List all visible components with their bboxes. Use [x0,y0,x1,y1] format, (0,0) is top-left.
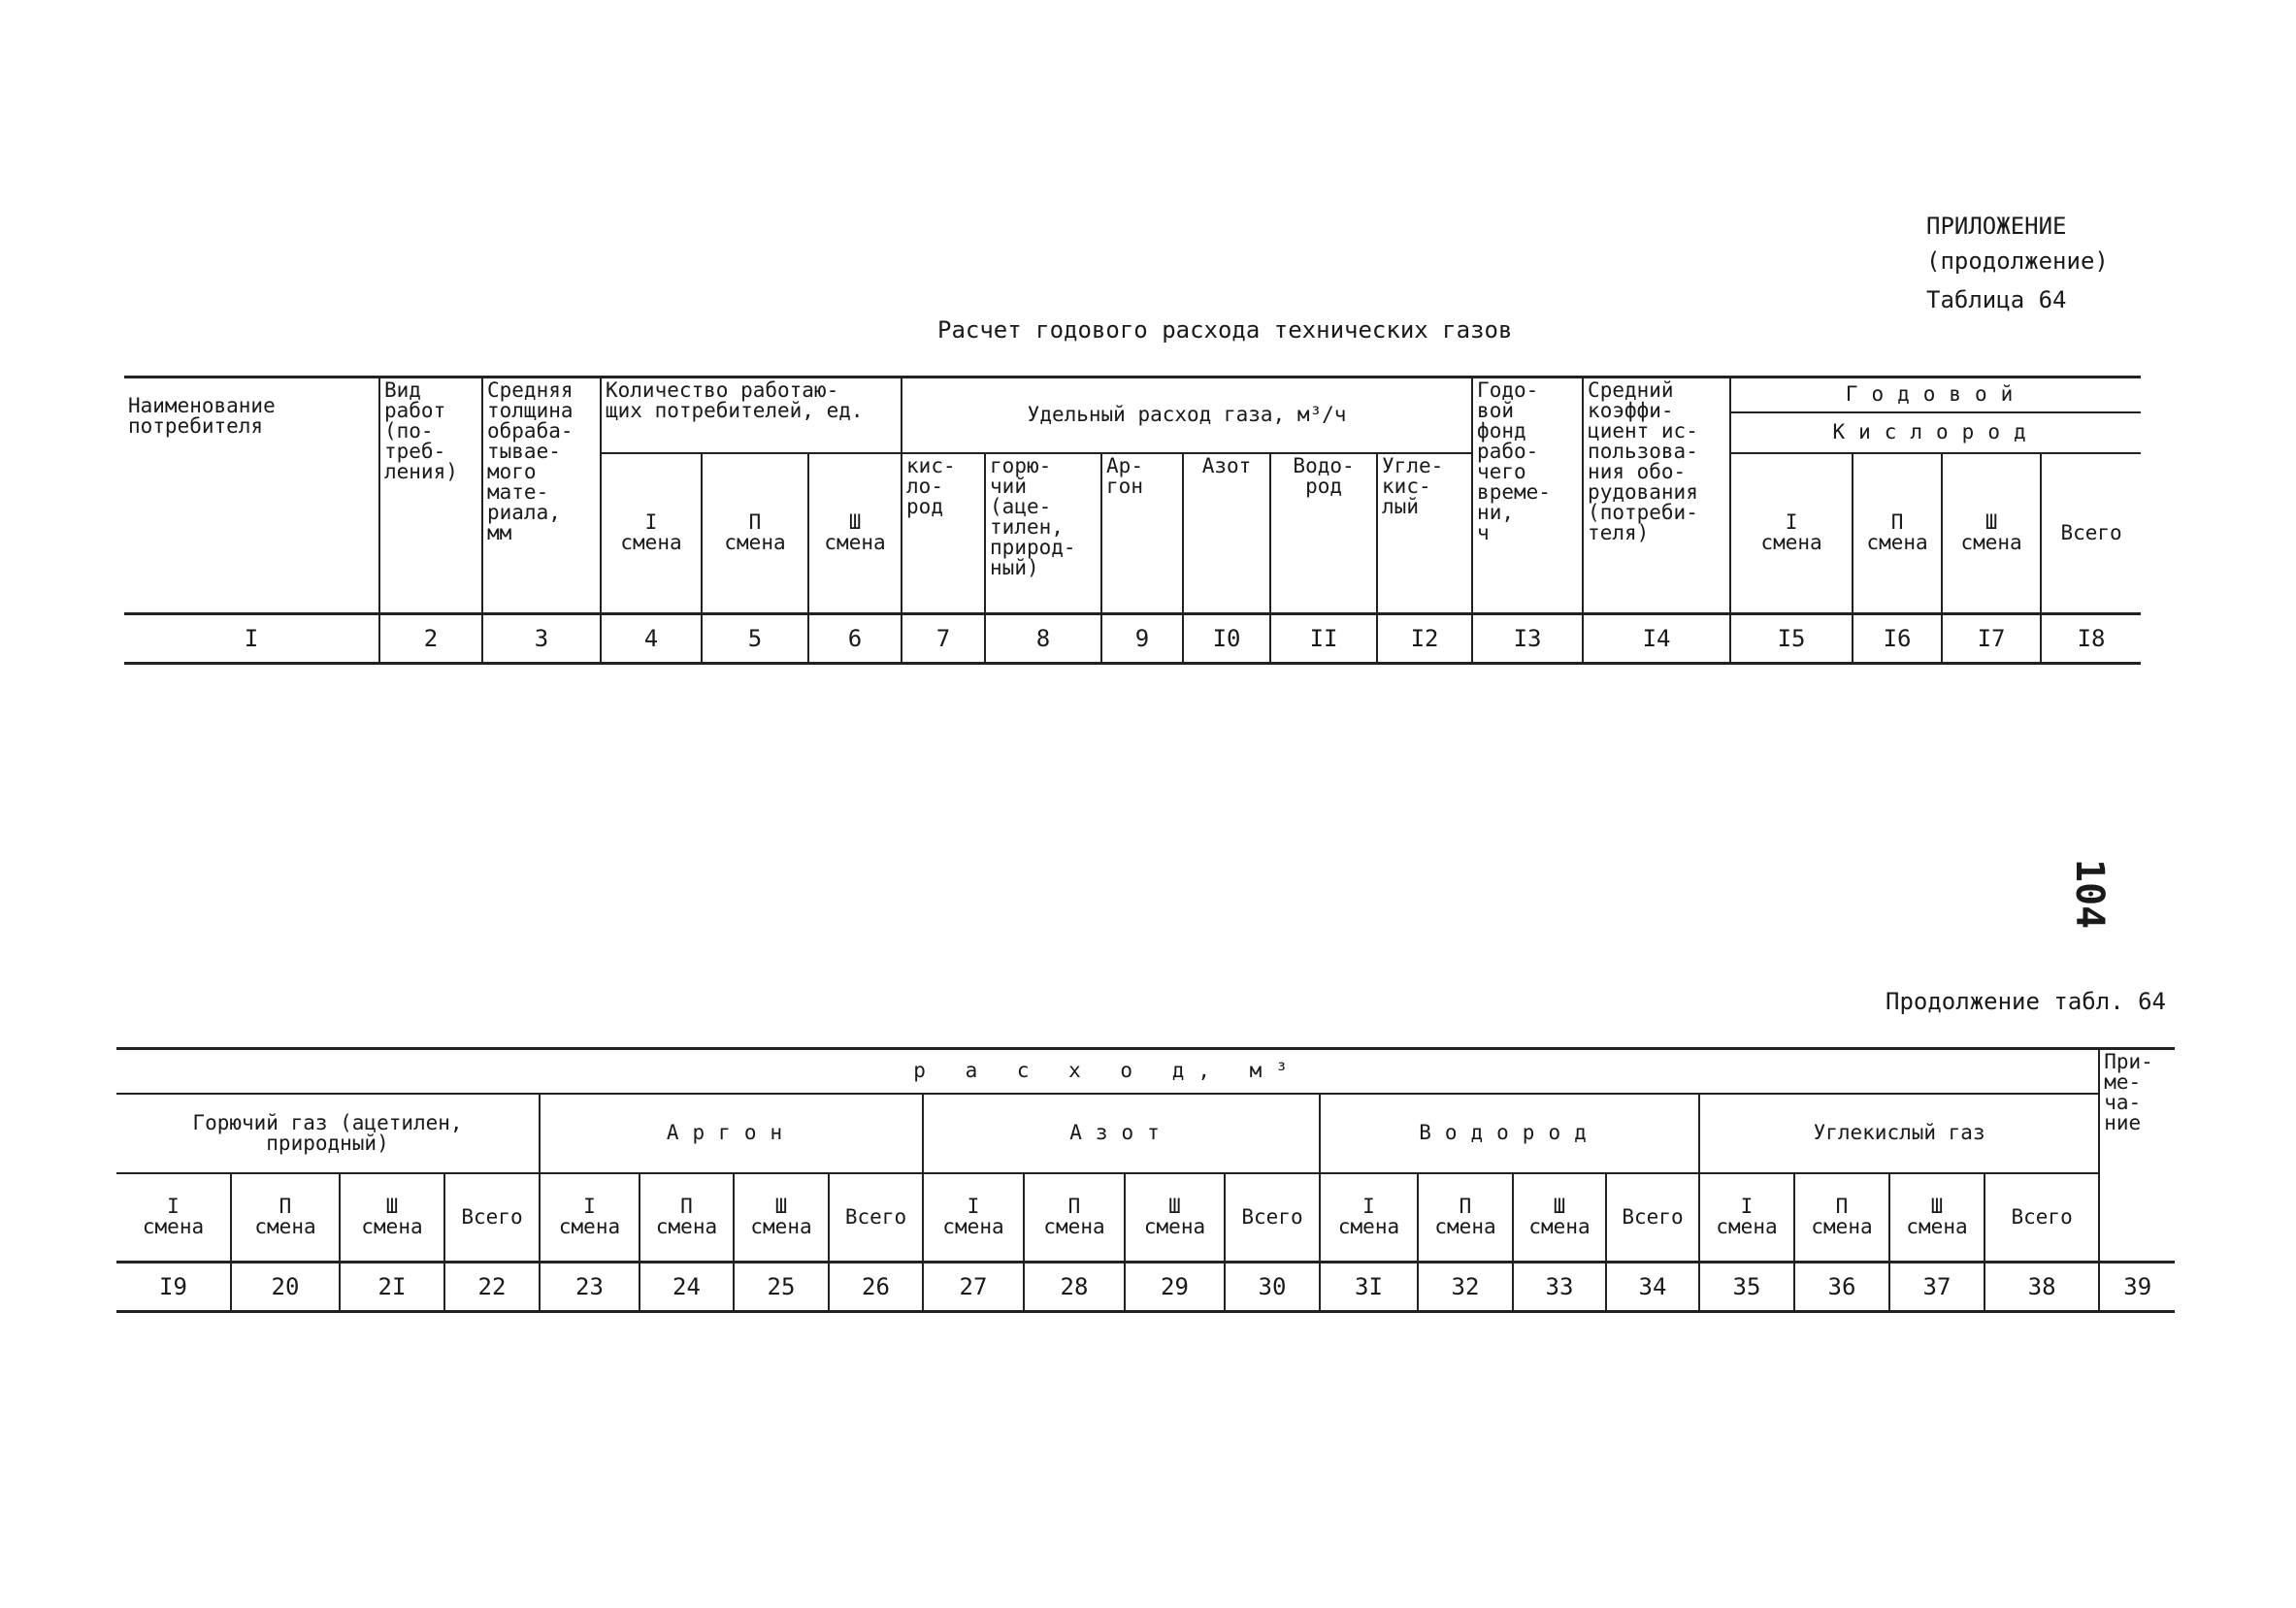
time-fund-header: Годо- вой фонд рабо- чего време- ни, ч [1472,377,1583,614]
oxygen-shift2-header: П смена [1853,453,1942,614]
thickness-header: Средняя толщина обраба- тывае- мого мате- риала, мм [482,377,601,614]
col-number: 36 [1794,1263,1889,1312]
co2-header: Углекислый газ [1699,1094,2099,1173]
col-number: 33 [1513,1263,1606,1312]
oxygen-group-header: Кислород [1730,412,2141,453]
hydrogen-shift1-header: I смена [1320,1173,1418,1263]
col-number: 7 [902,614,985,664]
table-number: Таблица 64 [1926,286,2067,313]
col-number: 22 [444,1263,540,1312]
col-number: 39 [2099,1263,2175,1312]
appendix-label: ПРИЛОЖЕНИЕ [1926,213,2067,240]
note-header: При- ме- ча- ние [2099,1049,2175,1263]
continuation-label: Продолжение табл. 64 [1886,988,2166,1015]
fuel-gas-header: Горючий газ (ацетилен, природный) [116,1094,540,1173]
hydrogen-shift2-header: П смена [1418,1173,1513,1263]
col-number: 8 [985,614,1101,664]
col-number: 3 [482,614,601,664]
oxygen-rate-header: кис- ло- род [902,453,985,614]
col-number: 30 [1225,1263,1320,1312]
work-type-header: Вид работ (по- треб- ления) [379,377,482,614]
co2-total-header: Всего [1984,1173,2099,1263]
col-number: I8 [2041,614,2141,664]
col-number: I [124,614,379,664]
col-number: 34 [1606,1263,1699,1312]
nitrogen-rate-header: Азот [1183,453,1270,614]
col-number: 2I [340,1263,444,1312]
argon-header: Аргон [540,1094,923,1173]
col-number: 4 [601,614,702,664]
col-number: I9 [116,1263,231,1312]
col-number: 2 [379,614,482,664]
col-number: 23 [540,1263,640,1312]
nitrogen-shift2-header: П смена [1024,1173,1125,1263]
fuel-rate-header: горю- чий (аце- тилен, природ- ный) [985,453,1101,614]
col-number: 9 [1101,614,1183,664]
hydrogen-rate-header: Водо- род [1270,453,1377,614]
hydrogen-shift3-header: Ш смена [1513,1173,1606,1263]
col-number: 28 [1024,1263,1125,1312]
col-number: 5 [702,614,808,664]
col-number: 32 [1418,1263,1513,1312]
fuel-shift3-header: Ш смена [340,1173,444,1263]
co2-rate-header: Угле- кис- лый [1377,453,1472,614]
col-number: 37 [1889,1263,1984,1312]
annual-gas-table-continuation [116,1047,2175,1313]
nitrogen-shift1-header: I смена [923,1173,1024,1263]
consumption-header: р а с х о д, м³ [116,1049,2099,1094]
col-number: 29 [1125,1263,1225,1312]
col-number: I3 [1472,614,1583,664]
utilization-header: Средний коэффи- циент ис- пользова- ния обо- рудования (потреби- теля) [1583,377,1730,614]
col-number: 6 [808,614,902,664]
col-number: I7 [1942,614,2041,664]
co2-shift3-header: Ш смена [1889,1173,1984,1263]
col-number: 26 [829,1263,923,1312]
argon-shift1-header: I смена [540,1173,640,1263]
consumer-name-header: Наименование потребителя [124,377,379,614]
col-number: I2 [1377,614,1472,664]
count-group-header: Количество работаю- щих потребителей, ед. [601,377,902,453]
annual-gas-table [124,376,2141,665]
col-number: 38 [1984,1263,2099,1312]
col-number: 27 [923,1263,1024,1312]
col-number: I0 [1183,614,1270,664]
col-number: 35 [1699,1263,1794,1312]
argon-total-header: Всего [829,1173,923,1263]
appendix-header [1926,209,2109,317]
hydrogen-header: Водород [1320,1094,1699,1173]
oxygen-shift1-header: I смена [1730,453,1853,614]
col-number: 25 [734,1263,829,1312]
count-shift2-header: П смена [702,453,808,614]
nitrogen-header: Азот [923,1094,1320,1173]
page-number: 104 [2067,859,2112,930]
oxygen-total-header: Всего [2041,453,2141,614]
col-number: I4 [1583,614,1730,664]
count-shift3-header: Ш смена [808,453,902,614]
col-number: I5 [1730,614,1853,664]
nitrogen-total-header: Всего [1225,1173,1320,1263]
co2-shift2-header: П смена [1794,1173,1889,1263]
col-number: 3I [1320,1263,1418,1312]
table-title: Расчет годового расхода технических газов [937,316,1513,344]
argon-shift2-header: П смена [640,1173,734,1263]
fuel-shift1-header: I смена [116,1173,231,1263]
count-shift1-header: I смена [601,453,702,614]
oxygen-shift3-header: Ш смена [1942,453,2041,614]
appendix-continuation: (продолжение) [1926,247,2109,275]
nitrogen-shift3-header: Ш смена [1125,1173,1225,1263]
hydrogen-total-header: Всего [1606,1173,1699,1263]
fuel-total-header: Всего [444,1173,540,1263]
col-number: II [1270,614,1377,664]
annual-header: Годовой [1730,377,2141,412]
co2-shift1-header: I смена [1699,1173,1794,1263]
col-number: I6 [1853,614,1942,664]
argon-shift3-header: Ш смена [734,1173,829,1263]
specific-consumption-header: Удельный расход газа, м³/ч [902,377,1472,453]
col-number: 24 [640,1263,734,1312]
argon-rate-header: Ар- гон [1101,453,1183,614]
fuel-shift2-header: П смена [231,1173,340,1263]
col-number: 20 [231,1263,340,1312]
